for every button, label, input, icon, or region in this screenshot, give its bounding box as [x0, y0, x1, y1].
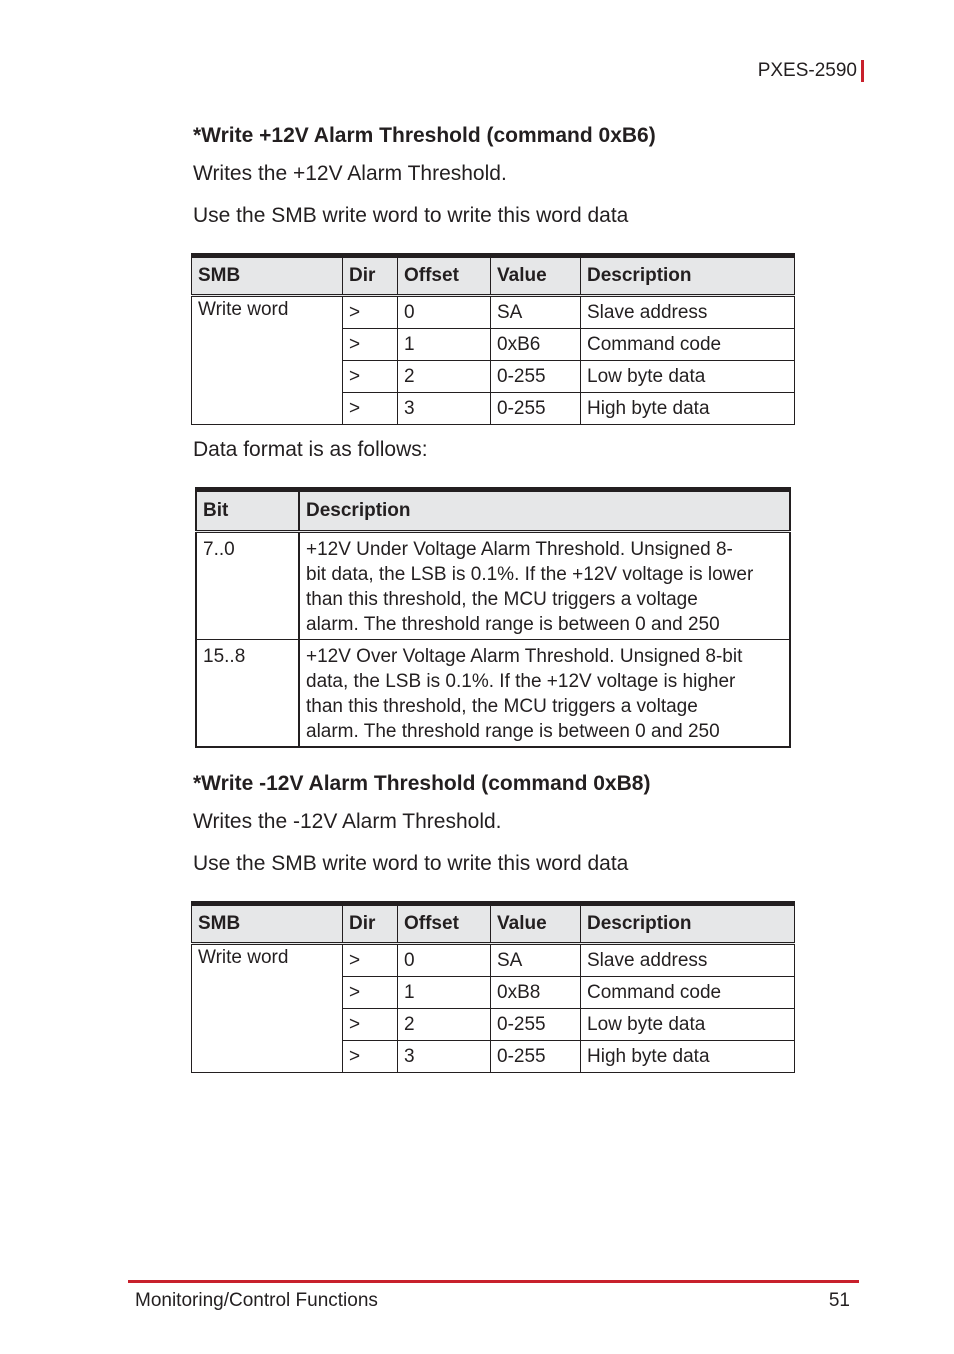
- description-cell: Slave address: [581, 296, 795, 329]
- value-cell: 0-255: [491, 361, 581, 393]
- bit-table: [195, 487, 791, 748]
- smb-table-1: [191, 253, 795, 425]
- description-line: than this threshold, the MCU triggers a voltage: [306, 589, 698, 610]
- col-header-description: Description: [581, 256, 795, 296]
- dir-cell: >: [343, 1009, 398, 1041]
- description-cell: Command code: [581, 329, 795, 361]
- header-product-name: [758, 60, 864, 82]
- section-1-intro: Writes the +12V Alarm Threshold.: [193, 162, 507, 185]
- bit-description-cell: [299, 532, 790, 640]
- table-row: [192, 944, 795, 977]
- col-header-smb: SMB: [192, 904, 343, 944]
- table-row: [196, 532, 790, 640]
- description-cell: Command code: [581, 977, 795, 1009]
- smb-table-1-header: [192, 256, 795, 296]
- table-row: [196, 640, 790, 748]
- col-header-description: Description: [581, 904, 795, 944]
- footer-page-number: 51: [828, 1290, 850, 1311]
- value-cell: SA: [491, 944, 581, 977]
- footer-chapter: Monitoring/Control Functions: [135, 1290, 378, 1311]
- section-2-usage: Use the SMB write word to write this word data: [193, 852, 629, 875]
- col-header-offset: Offset: [398, 256, 491, 296]
- bit-description-cell: [299, 640, 790, 748]
- section-1-usage: Use the SMB write word to write this word data: [193, 204, 629, 227]
- data-format-block: [193, 437, 428, 463]
- smb-cell: Write word: [192, 296, 343, 425]
- smb-table-2: [191, 901, 795, 1073]
- offset-cell: 0: [398, 944, 491, 977]
- description-line: data, the LSB is 0.1%. If the +12V voltage is higher: [306, 671, 736, 692]
- bit-cell: 7..0: [196, 532, 299, 640]
- section-2: [193, 771, 650, 877]
- section-1-title: *Write +12V Alarm Threshold (command 0xB6): [193, 124, 656, 147]
- dir-cell: >: [343, 296, 398, 329]
- value-cell: SA: [491, 296, 581, 329]
- description-cell: Low byte data: [581, 361, 795, 393]
- description-line: +12V Over Voltage Alarm Threshold. Unsigned 8-bit: [306, 646, 743, 667]
- header-accent-bar: [861, 60, 864, 82]
- col-header-bit: Bit: [196, 490, 299, 532]
- col-header-offset: Offset: [398, 904, 491, 944]
- bit-table-header: [196, 490, 790, 532]
- dir-cell: >: [343, 329, 398, 361]
- offset-cell: 0: [398, 296, 491, 329]
- dir-cell: >: [343, 944, 398, 977]
- description-cell: Slave address: [581, 944, 795, 977]
- description-line: bit data, the LSB is 0.1%. If the +12V voltage is lower: [306, 564, 754, 585]
- offset-cell: 3: [398, 1041, 491, 1073]
- section-1: [193, 123, 656, 229]
- description-line: alarm. The threshold range is between 0 and 250: [306, 614, 720, 635]
- description-line: than this threshold, the MCU triggers a voltage: [306, 696, 698, 717]
- dir-cell: >: [343, 361, 398, 393]
- description-cell: Low byte data: [581, 1009, 795, 1041]
- description-cell: High byte data: [581, 393, 795, 425]
- description-line: alarm. The threshold range is between 0 and 250: [306, 721, 720, 742]
- offset-cell: 2: [398, 1009, 491, 1041]
- footer-rule: [128, 1280, 859, 1283]
- col-header-description: Description: [299, 490, 790, 532]
- dir-cell: >: [343, 977, 398, 1009]
- smb-table-2-header: [192, 904, 795, 944]
- col-header-value: Value: [491, 904, 581, 944]
- product-name: PXES-2590: [757, 60, 857, 81]
- value-cell: 0-255: [491, 393, 581, 425]
- description-line: +12V Under Voltage Alarm Threshold. Unsigned 8-: [306, 539, 733, 560]
- dir-cell: >: [343, 1041, 398, 1073]
- description-cell: High byte data: [581, 1041, 795, 1073]
- col-header-value: Value: [491, 256, 581, 296]
- offset-cell: 1: [398, 977, 491, 1009]
- section-2-title: *Write -12V Alarm Threshold (command 0xB8): [193, 772, 651, 795]
- value-cell: 0-255: [491, 1009, 581, 1041]
- offset-cell: 1: [398, 329, 491, 361]
- col-header-smb: SMB: [192, 256, 343, 296]
- offset-cell: 3: [398, 393, 491, 425]
- data-format-label: Data format is as follows:: [193, 438, 428, 461]
- smb-cell: Write word: [192, 944, 343, 1073]
- dir-cell: >: [343, 393, 398, 425]
- offset-cell: 2: [398, 361, 491, 393]
- bit-cell: 15..8: [196, 640, 299, 748]
- col-header-dir: Dir: [343, 904, 398, 944]
- value-cell: 0xB6: [491, 329, 581, 361]
- col-header-dir: Dir: [343, 256, 398, 296]
- value-cell: 0xB8: [491, 977, 581, 1009]
- table-row: [192, 296, 795, 329]
- value-cell: 0-255: [491, 1041, 581, 1073]
- section-2-intro: Writes the -12V Alarm Threshold.: [193, 810, 502, 833]
